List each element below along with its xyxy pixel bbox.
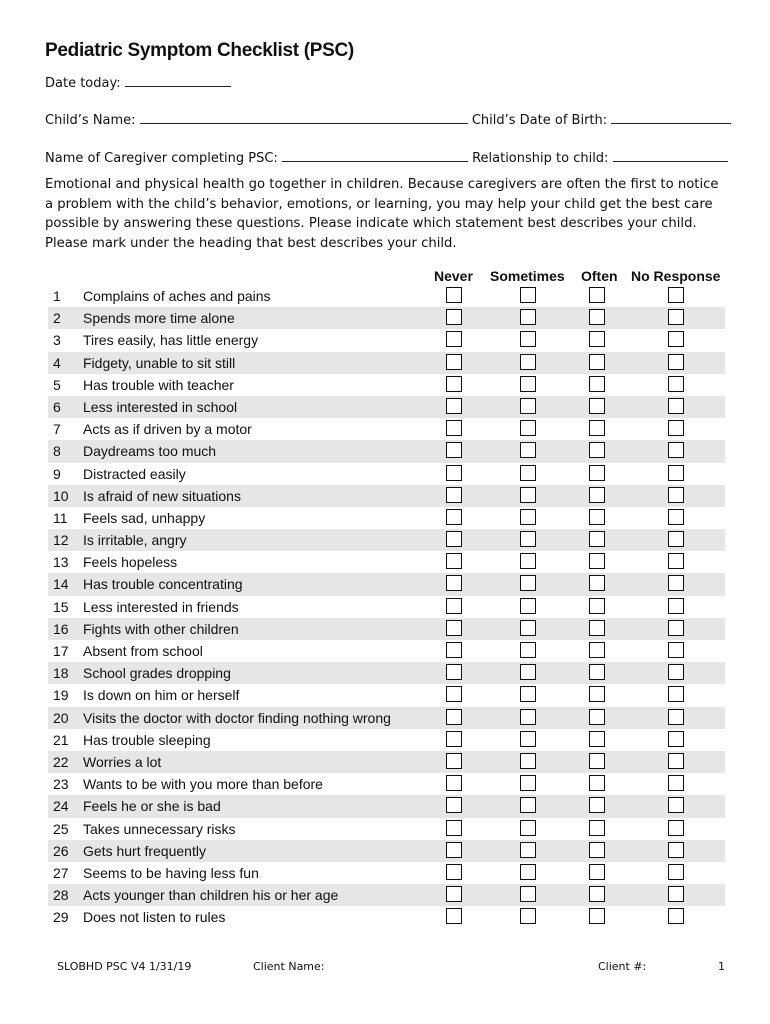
checklist-items [48, 285, 725, 928]
checkbox-never[interactable] [446, 642, 462, 658]
item-text: Does not listen to rules [83, 909, 226, 926]
table-row [48, 618, 725, 640]
item-text: School grades dropping [83, 665, 231, 682]
checkbox-sometimes[interactable] [520, 331, 536, 347]
item-text: Feels he or she is bad [83, 798, 221, 815]
item-text: Gets hurt frequently [83, 842, 206, 859]
item-text: Is afraid of new situations [83, 487, 241, 504]
checkbox-never[interactable] [446, 509, 462, 525]
item-text: Visits the doctor with doctor finding nothing wrong [83, 709, 391, 726]
checkbox-sometimes[interactable] [520, 287, 536, 303]
item-number: 12 [53, 532, 69, 549]
checkbox-never[interactable] [446, 598, 462, 614]
checkbox-often[interactable] [589, 686, 605, 702]
checkbox-no-response[interactable] [668, 531, 684, 547]
item-number: 26 [53, 842, 69, 859]
item-number: 28 [53, 887, 69, 904]
item-text: Less interested in friends [83, 598, 239, 615]
checkbox-never[interactable] [446, 908, 462, 924]
table-row [48, 352, 725, 374]
item-text: Fidgety, unable to sit still [83, 354, 236, 371]
item-number: 27 [53, 864, 69, 881]
item-text: Is down on him or herself [83, 687, 240, 704]
item-text: Acts younger than children his or her age [83, 887, 339, 904]
checkbox-no-response[interactable] [668, 598, 684, 614]
checkbox-never[interactable] [446, 553, 462, 569]
item-number: 13 [53, 554, 69, 571]
checkbox-often[interactable] [589, 753, 605, 769]
checkbox-sometimes[interactable] [520, 575, 536, 591]
checkbox-often[interactable] [589, 731, 605, 747]
table-row [48, 485, 725, 507]
checkbox-often[interactable] [589, 664, 605, 680]
checkbox-sometimes[interactable] [520, 509, 536, 525]
item-number: 29 [53, 909, 69, 926]
checkbox-no-response[interactable] [668, 331, 684, 347]
checkbox-sometimes[interactable] [520, 775, 536, 791]
column-header-sometimes: Sometimes [490, 268, 565, 284]
item-text: Has trouble concentrating [83, 576, 243, 593]
item-number: 21 [53, 731, 69, 748]
table-row [48, 729, 725, 751]
checkbox-never[interactable] [446, 331, 462, 347]
item-text: Takes unnecessary risks [83, 820, 236, 837]
table-row [48, 684, 725, 706]
child-dob-label: Child’s Date of Birth: [471, 113, 608, 128]
checkbox-never[interactable] [446, 775, 462, 791]
item-number: 8 [53, 443, 61, 460]
item-number: 5 [53, 376, 61, 393]
checkbox-never[interactable] [446, 686, 462, 702]
checkbox-sometimes[interactable] [520, 908, 536, 924]
checkbox-often[interactable] [589, 398, 605, 414]
table-row [48, 551, 725, 573]
item-text: Absent from school [83, 643, 203, 659]
item-number: 4 [53, 354, 61, 371]
child-dob-field[interactable] [611, 111, 731, 124]
item-number: 23 [53, 776, 69, 793]
column-header-no-response: No Response [631, 268, 721, 284]
checkbox-no-response[interactable] [668, 864, 684, 880]
item-text: Less interested in school [83, 398, 238, 415]
checkbox-never[interactable] [446, 797, 462, 813]
checkbox-sometimes[interactable] [520, 820, 536, 836]
table-row [48, 818, 725, 840]
page-number: 1 [718, 960, 725, 973]
checkbox-no-response[interactable] [668, 309, 684, 325]
checkbox-never[interactable] [446, 731, 462, 747]
checkbox-never[interactable] [446, 376, 462, 392]
date-today-field[interactable] [125, 74, 231, 87]
checkbox-often[interactable] [589, 376, 605, 392]
checkbox-no-response[interactable] [668, 487, 684, 503]
checkbox-sometimes[interactable] [520, 309, 536, 325]
table-row [48, 573, 725, 595]
item-text: Distracted easily [83, 465, 186, 482]
column-header-never: Never [434, 268, 473, 284]
item-text: Has trouble with teacher [83, 376, 234, 393]
table-row [48, 707, 725, 729]
checkbox-often[interactable] [589, 709, 605, 725]
checkbox-often[interactable] [589, 820, 605, 836]
checkbox-never[interactable] [446, 531, 462, 547]
item-text: Seems to be having less fun [83, 864, 259, 881]
checkbox-sometimes[interactable] [520, 598, 536, 614]
checkbox-sometimes[interactable] [520, 553, 536, 569]
checkbox-never[interactable] [446, 465, 462, 481]
checkbox-sometimes[interactable] [520, 709, 536, 725]
item-number: 20 [53, 709, 69, 726]
checkbox-never[interactable] [446, 420, 462, 436]
checkbox-sometimes[interactable] [520, 398, 536, 414]
checkbox-often[interactable] [589, 908, 605, 924]
checkbox-no-response[interactable] [668, 553, 684, 569]
item-number: 10 [53, 487, 69, 504]
relationship-field[interactable] [613, 149, 728, 162]
table-row [48, 507, 725, 529]
item-number: 14 [53, 576, 69, 593]
item-text: Has trouble sleeping [83, 731, 211, 748]
item-number: 2 [53, 310, 61, 327]
item-number: 18 [53, 665, 69, 682]
checkbox-sometimes[interactable] [520, 531, 536, 547]
checkbox-no-response[interactable] [668, 709, 684, 725]
checkbox-sometimes[interactable] [520, 753, 536, 769]
table-row [48, 751, 725, 773]
checkbox-often[interactable] [589, 598, 605, 614]
caregiver-label: Name of Caregiver completing PSC: [45, 151, 278, 166]
checkbox-no-response[interactable] [668, 354, 684, 370]
child-name-row [45, 111, 731, 128]
item-number: 22 [53, 753, 69, 770]
checkbox-never[interactable] [446, 487, 462, 503]
column-headers [0, 268, 770, 286]
checkbox-often[interactable] [589, 287, 605, 303]
checkbox-never[interactable] [446, 309, 462, 325]
item-number: 7 [53, 421, 61, 438]
checkbox-sometimes[interactable] [520, 354, 536, 370]
table-row [48, 374, 725, 396]
checkbox-sometimes[interactable] [520, 664, 536, 680]
checkbox-no-response[interactable] [668, 797, 684, 813]
checkbox-sometimes[interactable] [520, 797, 536, 813]
checkbox-often[interactable] [589, 797, 605, 813]
item-text: Tires easily, has little energy [83, 332, 259, 349]
checkbox-sometimes[interactable] [520, 376, 536, 392]
item-number: 25 [53, 820, 69, 837]
checkbox-often[interactable] [589, 420, 605, 436]
checkbox-never[interactable] [446, 886, 462, 902]
checkbox-never[interactable] [446, 709, 462, 725]
checkbox-often[interactable] [589, 842, 605, 858]
checkbox-often[interactable] [589, 575, 605, 591]
checkbox-no-response[interactable] [668, 686, 684, 702]
checkbox-never[interactable] [446, 753, 462, 769]
child-name-field[interactable] [140, 111, 468, 124]
item-number: 15 [53, 598, 69, 615]
checkbox-often[interactable] [589, 620, 605, 636]
page-title: Pediatric Symptom Checklist (PSC) [45, 40, 354, 61]
checkbox-never[interactable] [446, 442, 462, 458]
footer [0, 960, 770, 976]
checkbox-often[interactable] [589, 553, 605, 569]
checkbox-sometimes[interactable] [520, 864, 536, 880]
checkbox-no-response[interactable] [668, 398, 684, 414]
checkbox-no-response[interactable] [668, 620, 684, 636]
table-row [48, 329, 725, 351]
checkbox-often[interactable] [589, 509, 605, 525]
instructions: Emotional and physical health go together in children. Because caregivers are often the first to notice a problem with the child’s behavior, emotions, or learning, you may help your child get the best care possible by answering these questions. Please indicate which statement best describes your child. Please mark under the heading that best describes your child. [45, 177, 719, 251]
item-number: 24 [53, 798, 69, 815]
table-row [48, 795, 725, 817]
checkbox-often[interactable] [589, 487, 605, 503]
item-text: Wants to be with you more than before [83, 776, 323, 793]
table-row [48, 463, 725, 485]
checkbox-sometimes[interactable] [520, 731, 536, 747]
table-row [48, 773, 725, 795]
table-row [48, 862, 725, 884]
table-row [48, 884, 725, 906]
table-row [48, 396, 725, 418]
checkbox-never[interactable] [446, 575, 462, 591]
item-number: 1 [53, 288, 61, 304]
checkbox-no-response[interactable] [668, 575, 684, 591]
checkbox-sometimes[interactable] [520, 620, 536, 636]
checkbox-sometimes[interactable] [520, 886, 536, 902]
checkbox-often[interactable] [589, 775, 605, 791]
checkbox-often[interactable] [589, 864, 605, 880]
checkbox-sometimes[interactable] [520, 487, 536, 503]
item-text: Acts as if driven by a motor [83, 421, 252, 438]
caregiver-field[interactable] [282, 149, 468, 162]
caregiver-row [45, 149, 728, 166]
item-number: 6 [53, 398, 61, 415]
item-text: Feels sad, unhappy [83, 509, 206, 526]
checkbox-no-response[interactable] [668, 775, 684, 791]
checkbox-no-response[interactable] [668, 842, 684, 858]
table-row [48, 840, 725, 862]
checkbox-no-response[interactable] [668, 376, 684, 392]
checkbox-no-response[interactable] [668, 731, 684, 747]
checkbox-no-response[interactable] [668, 442, 684, 458]
checkbox-often[interactable] [589, 531, 605, 547]
item-number: 11 [53, 509, 68, 526]
checkbox-no-response[interactable] [668, 642, 684, 658]
checkbox-no-response[interactable] [668, 287, 684, 303]
checkbox-often[interactable] [589, 331, 605, 347]
client-number-label: Client #: [598, 960, 647, 973]
date-today-label: Date today: [45, 76, 121, 91]
table-row [48, 440, 725, 462]
table-row [48, 640, 725, 662]
checkbox-never[interactable] [446, 842, 462, 858]
table-row [48, 307, 725, 329]
item-number: 19 [53, 687, 69, 704]
item-number: 17 [53, 643, 69, 659]
checkbox-never[interactable] [446, 620, 462, 636]
checkbox-often[interactable] [589, 442, 605, 458]
checkbox-never[interactable] [446, 287, 462, 303]
checkbox-never[interactable] [446, 864, 462, 880]
checkbox-sometimes[interactable] [520, 420, 536, 436]
table-row [48, 418, 725, 440]
checkbox-no-response[interactable] [668, 886, 684, 902]
item-number: 9 [53, 465, 61, 482]
child-name-label: Child’s Name: [45, 113, 136, 128]
item-text: Worries a lot [83, 753, 162, 770]
client-name-label: Client Name: [253, 960, 325, 973]
checkbox-no-response[interactable] [668, 664, 684, 680]
checkbox-never[interactable] [446, 354, 462, 370]
checkbox-no-response[interactable] [668, 509, 684, 525]
checkbox-no-response[interactable] [668, 465, 684, 481]
table-row [48, 906, 725, 928]
table-row [48, 662, 725, 684]
checkbox-sometimes[interactable] [520, 442, 536, 458]
checkbox-never[interactable] [446, 398, 462, 414]
checkbox-no-response[interactable] [668, 420, 684, 436]
table-row [48, 596, 725, 618]
checkbox-never[interactable] [446, 820, 462, 836]
checkbox-sometimes[interactable] [520, 642, 536, 658]
checkbox-often[interactable] [589, 465, 605, 481]
checkbox-no-response[interactable] [668, 753, 684, 769]
checkbox-often[interactable] [589, 642, 605, 658]
item-text: Is irritable, angry [83, 532, 187, 549]
checkbox-sometimes[interactable] [520, 686, 536, 702]
item-number: 3 [53, 332, 61, 349]
column-header-often: Often [581, 268, 618, 284]
date-today-row [45, 74, 231, 91]
item-number: 16 [53, 620, 69, 637]
checkbox-no-response[interactable] [668, 820, 684, 836]
item-text: Feels hopeless [83, 554, 178, 571]
form-id: SLOBHD PSC V4 1/31/19 [57, 960, 192, 973]
item-text: Daydreams too much [83, 443, 217, 460]
table-row [48, 285, 725, 307]
checkbox-sometimes[interactable] [520, 842, 536, 858]
checkbox-never[interactable] [446, 664, 462, 680]
table-row [48, 529, 725, 551]
checkbox-no-response[interactable] [668, 908, 684, 924]
item-text: Complains of aches and pains [83, 288, 271, 304]
checkbox-often[interactable] [589, 309, 605, 325]
checkbox-often[interactable] [589, 886, 605, 902]
checkbox-often[interactable] [589, 354, 605, 370]
checkbox-sometimes[interactable] [520, 465, 536, 481]
item-text: Fights with other children [83, 620, 239, 637]
item-text: Spends more time alone [83, 310, 235, 327]
relationship-label: Relationship to child: [472, 151, 609, 166]
